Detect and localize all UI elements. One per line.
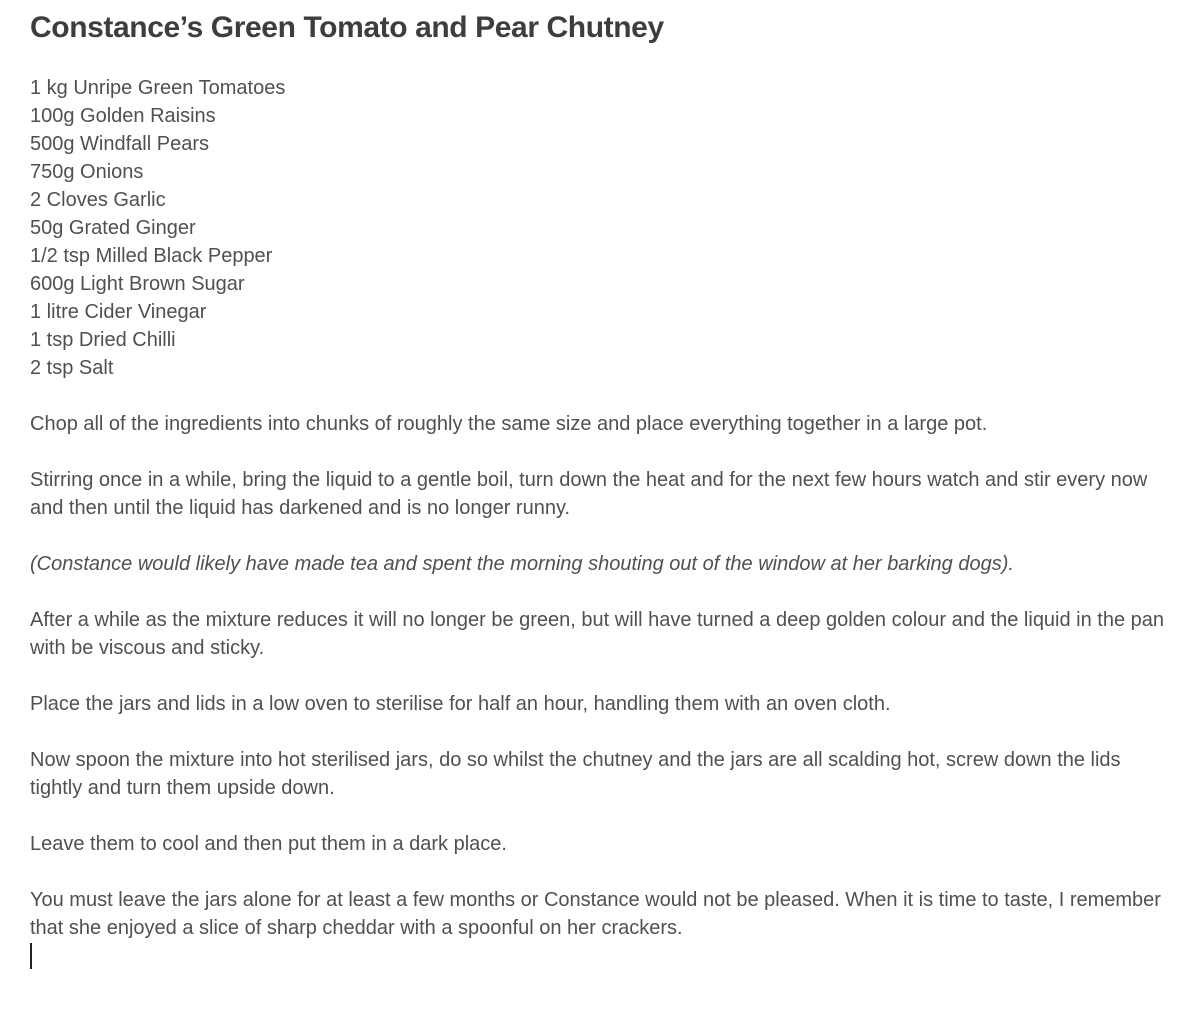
paragraph-aside: (Constance would likely have made tea and spent the morning shouting out of the window at her barking dogs).: [30, 553, 1014, 575]
paragraph-taste: You must leave the jars alone for at least a few months or Constance would not be pleased. When it is time to taste, I remember that she enjoyed a slice of sharp cheddar with a spoonful on her crackers.: [30, 889, 1161, 939]
ingredient-item: 1 kg Unripe Green Tomatoes: [30, 77, 286, 99]
ingredient-item: 750g Onions: [30, 161, 144, 183]
document-title: Constance’s Green Tomato and Pear Chutney: [30, 11, 664, 44]
paragraph-sterilise: Place the jars and lids in a low oven to sterilise for half an hour, handling them with an oven cloth.: [30, 693, 891, 715]
ingredient-item: 50g Grated Ginger: [30, 217, 196, 239]
paragraph-reduce: After a while as the mixture reduces it will no longer be green, but will have turned a deep golden colour and the liquid in the pan with be viscous and sticky.: [30, 609, 1165, 659]
ingredient-item: 600g Light Brown Sugar: [30, 273, 245, 295]
ingredient-list: [30, 74, 285, 382]
ingredient-item: 1/2 tsp Milled Black Pepper: [30, 245, 273, 267]
ingredient-item: 100g Golden Raisins: [30, 105, 216, 127]
ingredient-item: 2 tsp Salt: [30, 357, 114, 379]
paragraph-cool: Leave them to cool and then put them in a dark place.: [30, 833, 507, 855]
ingredient-item: 500g Windfall Pears: [30, 133, 209, 155]
ingredient-item: 2 Cloves Garlic: [30, 189, 166, 211]
ingredient-item: 1 litre Cider Vinegar: [30, 301, 207, 323]
ingredient-item: 1 tsp Dried Chilli: [30, 329, 176, 351]
text-caret: [30, 943, 32, 969]
paragraph-jar: Now spoon the mixture into hot sterilised jars, do so whilst the chutney and the jars are all scalding hot, screw down the lids tightly and turn them upside down.: [30, 749, 1121, 799]
paragraph-boil: Stirring once in a while, bring the liquid to a gentle boil, turn down the heat and for the next few hours watch and stir every now and then until the liquid has darkened and is no longer runny.: [30, 469, 1148, 519]
paragraph-chop: Chop all of the ingredients into chunks of roughly the same size and place everything together in a large pot.: [30, 413, 988, 435]
